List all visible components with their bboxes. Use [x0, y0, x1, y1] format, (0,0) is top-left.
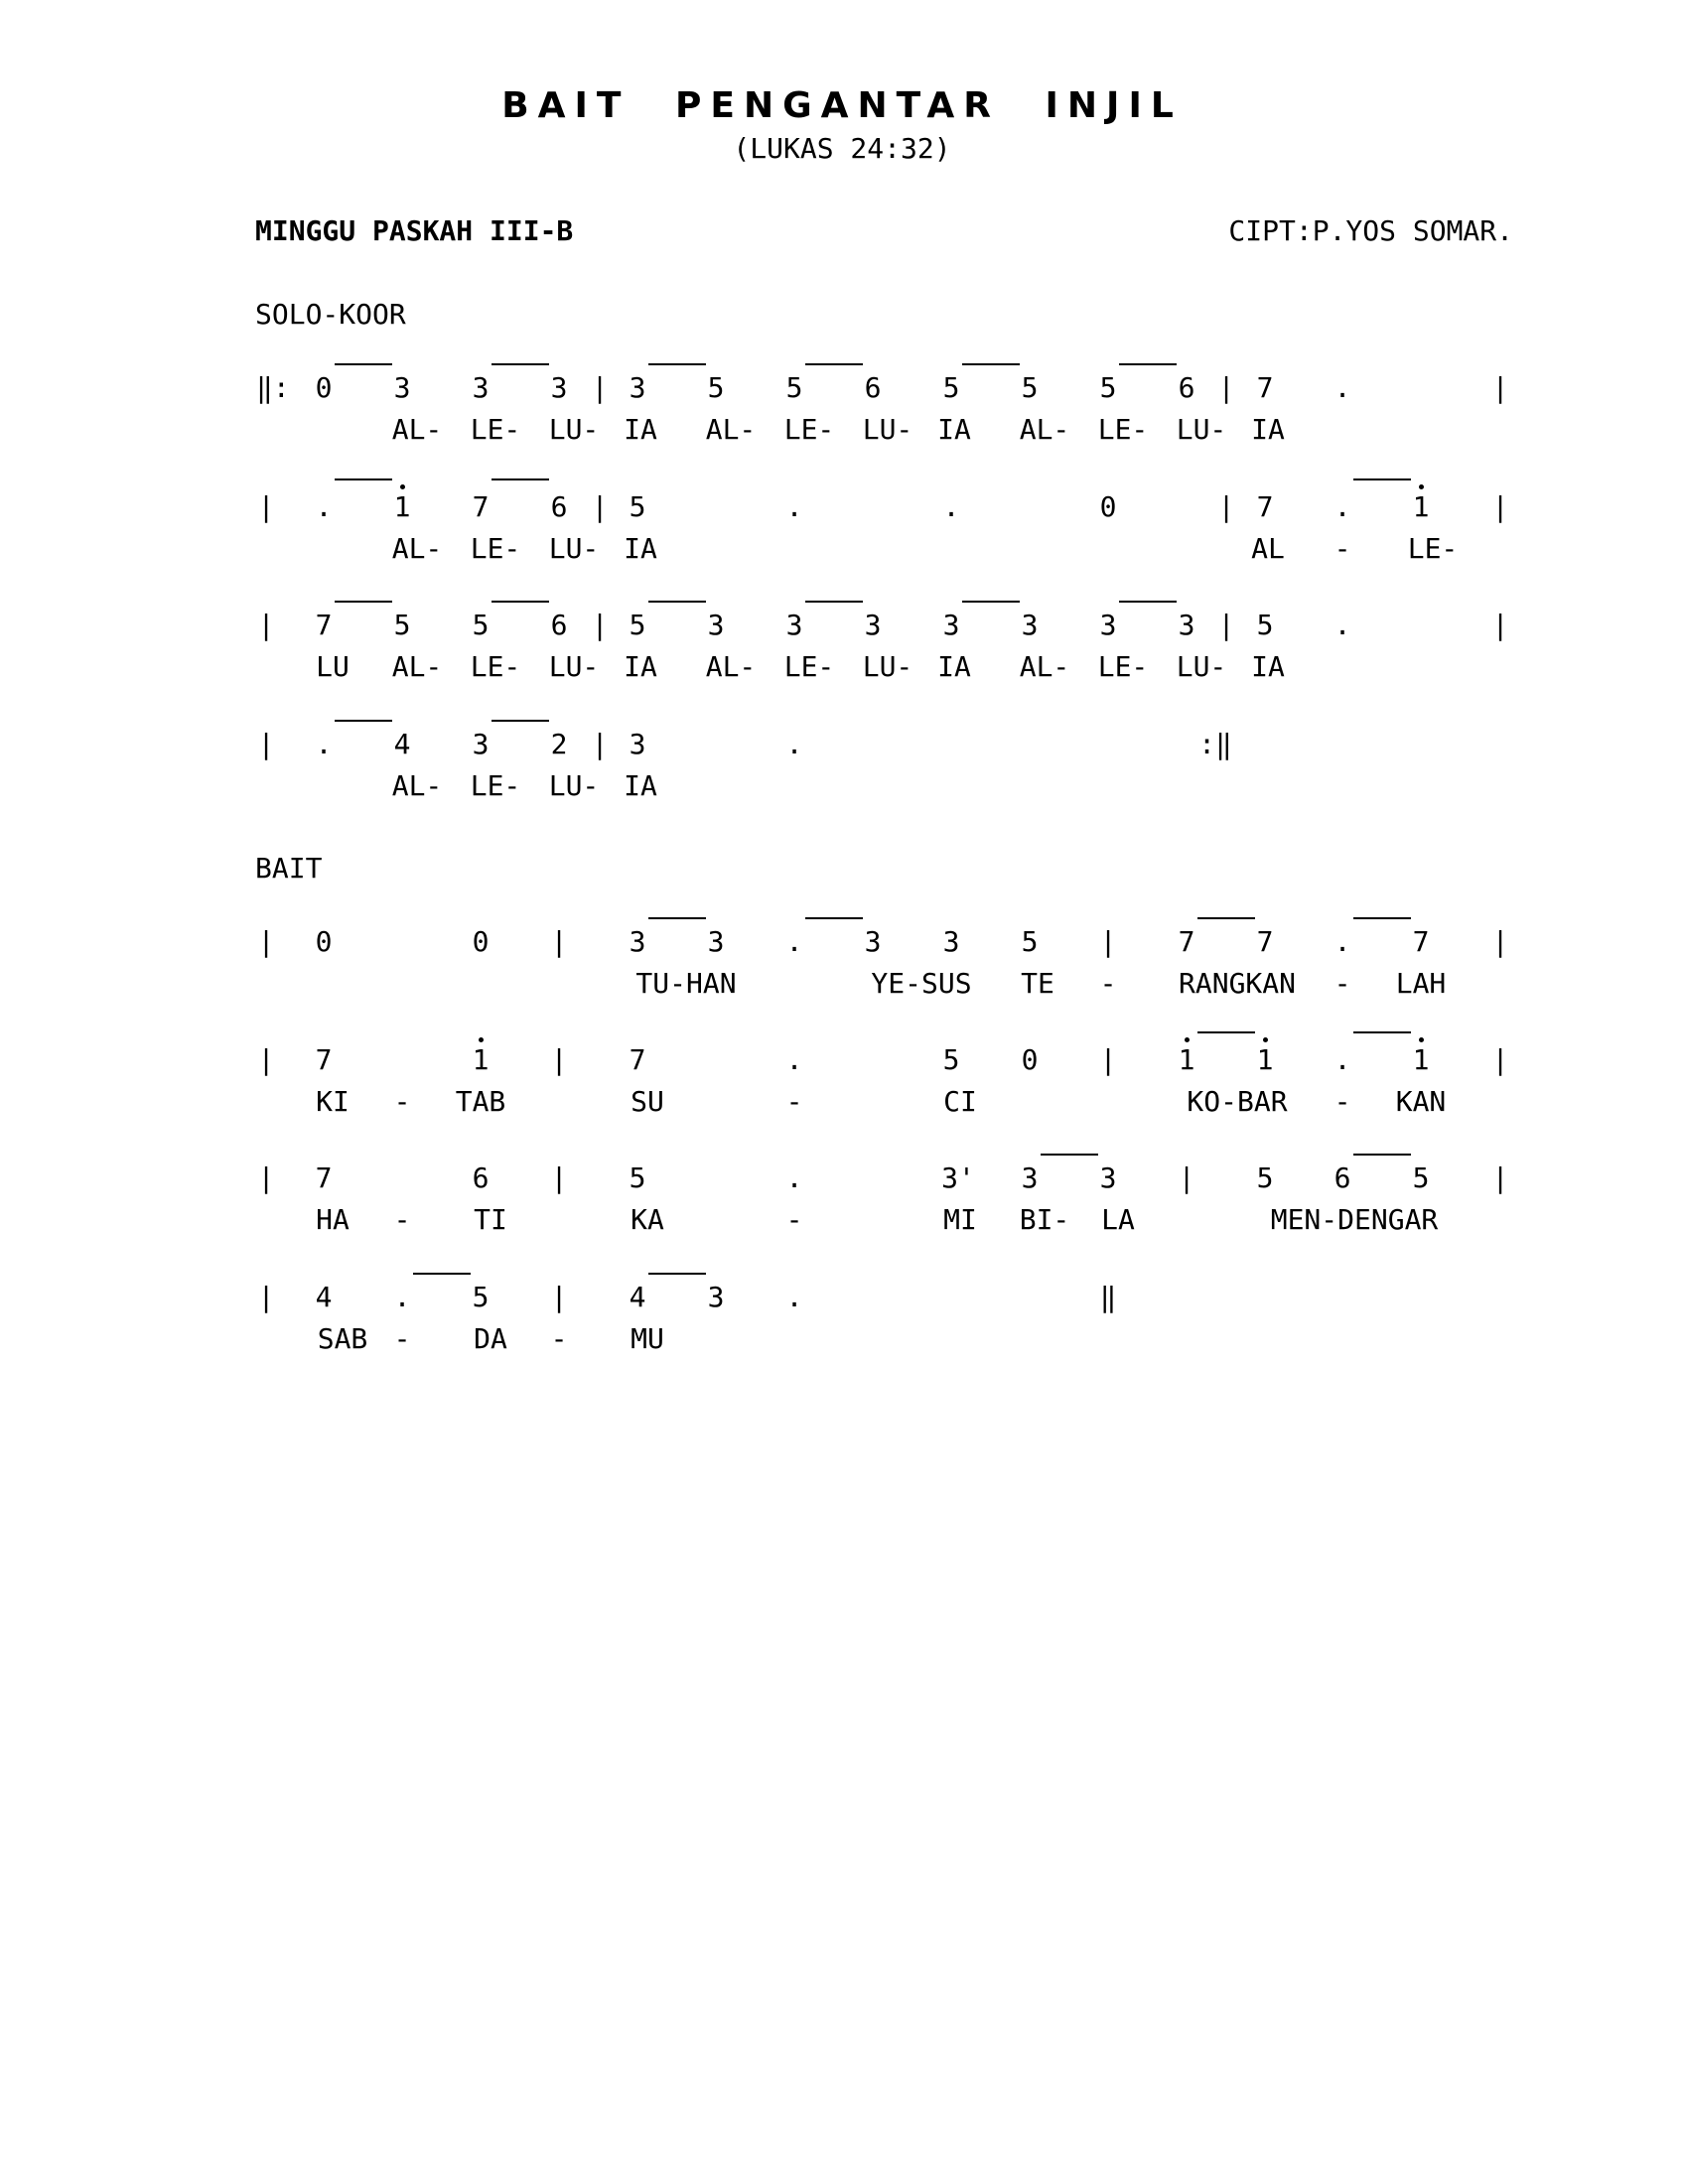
note: 0 — [315, 925, 333, 958]
note: 0 — [315, 371, 333, 404]
beam — [648, 1273, 706, 1275]
bar-line: | — [550, 1161, 568, 1194]
lyric-syllable: DA — [474, 1322, 507, 1355]
bar-line: | — [550, 925, 568, 958]
note: 3 — [1021, 609, 1039, 641]
note: 5 — [1099, 371, 1117, 404]
note: 3 — [472, 371, 490, 404]
note: 7 — [315, 609, 333, 641]
note: 3 — [629, 371, 646, 404]
lyric-syllable: LE- — [470, 413, 521, 446]
lyric-syllable: LE- — [470, 769, 521, 802]
lyric-syllable: AL- — [705, 650, 757, 683]
refrain-section-label: SOLO-KOOR — [255, 298, 406, 331]
lyric-syllable: LE- — [1097, 413, 1149, 446]
note: . — [785, 1161, 803, 1194]
octave-dot — [1263, 1037, 1268, 1042]
lyric-syllable: RANGKAN — [1178, 967, 1297, 1000]
note: 3 — [550, 371, 568, 404]
lyric-row — [0, 1322, 1684, 1356]
note: . — [942, 490, 960, 523]
lyric-syllable: - — [393, 1085, 411, 1118]
lyric-syllable: IA — [624, 532, 657, 565]
beam — [1353, 917, 1411, 919]
note: 3 — [942, 925, 960, 958]
bar-line: | — [257, 1281, 275, 1313]
lyric-syllable: LU- — [548, 650, 600, 683]
lyric-syllable: - — [393, 1203, 411, 1236]
note: 5 — [1021, 371, 1039, 404]
lyric-syllable: AL- — [391, 413, 443, 446]
note-row — [0, 925, 1684, 959]
lyric-syllable: LU- — [862, 650, 913, 683]
note: 3 — [1099, 609, 1117, 641]
bar-line: | — [1491, 1043, 1509, 1076]
bar-line: | — [1178, 1161, 1195, 1194]
lyric-syllable: AL- — [705, 413, 757, 446]
lyric-syllable: KAN — [1395, 1085, 1447, 1118]
lyric-syllable: TAB — [455, 1085, 506, 1118]
note: 4 — [629, 1281, 646, 1313]
note: 5 — [472, 609, 490, 641]
note: 7 — [1256, 925, 1274, 958]
note: 0 — [1021, 1043, 1039, 1076]
lyric-syllable: TE — [1021, 967, 1054, 1000]
lyric-syllable: BI- — [1019, 1203, 1070, 1236]
beam — [413, 1273, 471, 1275]
lyric-syllable: - — [1333, 1085, 1351, 1118]
beam — [1353, 1031, 1411, 1033]
beam — [648, 917, 706, 919]
bar-line: | — [1217, 371, 1235, 404]
lyric-syllable: MEN-DENGAR — [1270, 1203, 1439, 1236]
note-row — [0, 728, 1684, 761]
lyric-syllable: LA — [1101, 1203, 1135, 1236]
octave-dot — [1419, 484, 1424, 489]
beam — [1197, 1031, 1255, 1033]
note: 7 — [1412, 925, 1430, 958]
note-row — [0, 1043, 1684, 1077]
page-title: BAIT PENGANTAR INJIL — [501, 85, 1183, 126]
note: 5 — [629, 609, 646, 641]
note: 6 — [864, 371, 882, 404]
note-row — [0, 1281, 1684, 1314]
lyric-syllable: TI — [474, 1203, 507, 1236]
bar-line: | — [550, 1043, 568, 1076]
beam — [648, 601, 706, 603]
note: 7 — [472, 490, 490, 523]
note: 3 — [472, 728, 490, 760]
lyric-syllable: SU — [631, 1085, 664, 1118]
note: 5 — [1256, 1161, 1274, 1194]
note: 3 — [1178, 609, 1195, 641]
beam — [805, 917, 863, 919]
lyric-syllable: - — [550, 1322, 568, 1355]
repeat-start-sign: ‖: — [256, 371, 290, 404]
lyric-syllable: CI — [943, 1085, 977, 1118]
note-high: 1 — [1178, 1043, 1195, 1076]
beam — [335, 601, 392, 603]
lyric-syllable: KO-BAR — [1187, 1085, 1288, 1118]
bar-line: | — [1491, 371, 1509, 404]
beam — [1353, 1154, 1411, 1156]
lyric-syllable: LE- — [1097, 650, 1149, 683]
beam — [491, 720, 549, 722]
note: . — [1333, 371, 1351, 404]
note: 3 — [864, 925, 882, 958]
lyric-row — [0, 413, 1684, 447]
note-high: 1 — [1256, 1043, 1274, 1076]
verse-section-label: BAIT — [255, 852, 323, 885]
note-row — [0, 609, 1684, 642]
note: 7 — [315, 1043, 333, 1076]
bar-line: | — [257, 490, 275, 523]
scripture-reference: (LUKAS 24:32) — [733, 132, 951, 165]
lyric-syllable: AL- — [391, 532, 443, 565]
lyric-syllable: MI — [943, 1203, 977, 1236]
beam — [1041, 1154, 1098, 1156]
beam — [491, 363, 549, 365]
note-row — [0, 490, 1684, 524]
note: 7 — [1178, 925, 1195, 958]
bar-line: | — [591, 490, 609, 523]
lyric-syllable: LE- — [783, 413, 835, 446]
note: 5 — [1256, 609, 1274, 641]
lyric-syllable: AL- — [391, 650, 443, 683]
lyric-row — [0, 532, 1684, 566]
note: 4 — [393, 728, 411, 760]
lyric-syllable: LE- — [783, 650, 835, 683]
lyric-syllable: LAH — [1395, 967, 1447, 1000]
note: 3 — [1099, 1161, 1117, 1194]
bar-line: | — [257, 728, 275, 760]
note-row — [0, 371, 1684, 405]
lyric-syllable: MU — [631, 1322, 664, 1355]
lyric-syllable: IA — [624, 650, 657, 683]
bar-line: | — [1217, 490, 1235, 523]
lyric-row — [0, 769, 1684, 803]
note: 3 — [707, 925, 725, 958]
lyric-syllable: LU- — [548, 532, 600, 565]
bar-line: | — [1217, 609, 1235, 641]
beam — [648, 363, 706, 365]
beam — [1119, 601, 1177, 603]
lyric-syllable: LU- — [548, 769, 600, 802]
beam — [335, 478, 392, 480]
note: 6 — [550, 490, 568, 523]
lyric-syllable: TU-HAN — [635, 967, 737, 1000]
note: 3 — [785, 609, 803, 641]
note: 3 — [707, 1281, 725, 1313]
refrain-line-4 — [0, 728, 1684, 867]
lyric-syllable: AL- — [391, 769, 443, 802]
composer-credit: CIPT:P.YOS SOMAR. — [1228, 214, 1513, 247]
note: . — [1333, 1043, 1351, 1076]
beam — [962, 363, 1020, 365]
note-high: 1 — [1412, 1043, 1430, 1076]
note: 5 — [942, 371, 960, 404]
lyric-syllable: LU- — [862, 413, 913, 446]
beam — [805, 601, 863, 603]
beam — [491, 478, 549, 480]
note: 3 — [864, 609, 882, 641]
lyric-syllable: IA — [624, 769, 657, 802]
lyric-syllable: LU- — [1176, 413, 1227, 446]
final-bar-line: ‖ — [1099, 1281, 1117, 1313]
note: 7 — [1256, 490, 1274, 523]
lyric-syllable: - — [785, 1085, 803, 1118]
refrain-line-3 — [0, 609, 1684, 748]
note: 6 — [550, 609, 568, 641]
note: . — [1333, 925, 1351, 958]
lyric-syllable: - — [1099, 967, 1117, 1000]
note: . — [785, 728, 803, 760]
note-row — [0, 1161, 1684, 1195]
note: . — [393, 1281, 411, 1313]
note: 7 — [1256, 371, 1274, 404]
note-high: 1 — [1412, 490, 1430, 523]
beam — [335, 363, 392, 365]
note: 5 — [1412, 1161, 1430, 1194]
bar-line: | — [257, 1043, 275, 1076]
note: 6 — [1333, 1161, 1351, 1194]
note: 5 — [393, 609, 411, 641]
lyric-syllable: KA — [631, 1203, 664, 1236]
beam — [491, 601, 549, 603]
lyric-syllable: KI — [316, 1085, 350, 1118]
note: 3 — [942, 609, 960, 641]
note: 2 — [550, 728, 568, 760]
note: 5 — [942, 1043, 960, 1076]
note: 3 — [629, 925, 646, 958]
note: 5 — [785, 371, 803, 404]
octave-dot — [479, 1037, 484, 1042]
liturgical-occasion: MINGGU PASKAH III-B — [255, 214, 574, 247]
bar-line: | — [1099, 1043, 1117, 1076]
note: 5 — [629, 1161, 646, 1194]
lyric-syllable: AL- — [1019, 413, 1070, 446]
octave-dot — [1419, 1037, 1424, 1042]
lyric-syllable: LE- — [470, 650, 521, 683]
note: . — [1333, 609, 1351, 641]
beam — [962, 601, 1020, 603]
lyric-syllable: - — [393, 1322, 411, 1355]
bar-line: | — [257, 925, 275, 958]
lyric-syllable: HA — [316, 1203, 350, 1236]
bar-line: | — [591, 371, 609, 404]
note: 5 — [1021, 925, 1039, 958]
note: . — [315, 490, 333, 523]
lyric-syllable: AL- — [1019, 650, 1070, 683]
verse-line-3 — [0, 1161, 1684, 1300]
note: 3 — [629, 728, 646, 760]
lyric-syllable: LU- — [1176, 650, 1227, 683]
bar-line: | — [1491, 609, 1509, 641]
lyric-syllable: - — [1333, 967, 1351, 1000]
note: . — [315, 728, 333, 760]
lyric-row — [0, 1203, 1684, 1237]
bar-line: | — [550, 1281, 568, 1313]
bar-line: | — [1491, 1161, 1509, 1194]
note: 6 — [472, 1161, 490, 1194]
lyric-syllable: IA — [624, 413, 657, 446]
lyric-row — [0, 650, 1684, 684]
lyric-syllable: SAB — [317, 1322, 368, 1355]
note: 3 — [1021, 1161, 1039, 1194]
bar-line: | — [257, 1161, 275, 1194]
beam — [335, 720, 392, 722]
note: 6 — [1178, 371, 1195, 404]
lyric-syllable: AL — [1251, 532, 1285, 565]
bar-line: | — [591, 609, 609, 641]
note: . — [785, 1281, 803, 1313]
bar-line: | — [591, 728, 609, 760]
lyric-syllable: IA — [937, 413, 971, 446]
note: . — [785, 925, 803, 958]
note: . — [785, 1043, 803, 1076]
repeat-end-sign: :‖ — [1198, 728, 1232, 760]
beam — [1353, 478, 1411, 480]
lyric-row — [0, 1085, 1684, 1119]
lyric-syllable: - — [785, 1203, 803, 1236]
note-high: 1 — [393, 490, 411, 523]
note: 3 — [393, 371, 411, 404]
octave-dot — [400, 484, 405, 489]
lyric-row — [0, 967, 1684, 1001]
lyric-syllable: IA — [937, 650, 971, 683]
beam — [805, 363, 863, 365]
lyric-syllable: IA — [1251, 413, 1285, 446]
lyric-syllable: LE- — [1407, 532, 1459, 565]
note: 7 — [315, 1161, 333, 1194]
lyric-syllable: LU — [316, 650, 350, 683]
lyric-syllable: LE- — [470, 532, 521, 565]
note: 3' — [941, 1161, 975, 1194]
lyric-syllable: LU- — [548, 413, 600, 446]
beam — [1197, 917, 1255, 919]
note: 0 — [1099, 490, 1117, 523]
note: 7 — [629, 1043, 646, 1076]
lyric-syllable: YE-SUS — [871, 967, 972, 1000]
lyric-syllable: IA — [1251, 650, 1285, 683]
note: 4 — [315, 1281, 333, 1313]
bar-line: | — [1491, 490, 1509, 523]
bar-line: | — [1491, 925, 1509, 958]
note: 5 — [707, 371, 725, 404]
note: 0 — [472, 925, 490, 958]
note: . — [1333, 490, 1351, 523]
note-high: 1 — [472, 1043, 490, 1076]
bar-line: | — [257, 609, 275, 641]
lyric-syllable: - — [1333, 532, 1351, 565]
note: . — [785, 490, 803, 523]
bar-line: | — [1099, 925, 1117, 958]
beam — [1119, 363, 1177, 365]
note: 5 — [629, 490, 646, 523]
note: 3 — [707, 609, 725, 641]
verse-line-4 — [0, 1281, 1684, 1420]
refrain-line-1 — [0, 371, 1684, 510]
note: 5 — [472, 1281, 490, 1313]
octave-dot — [1185, 1037, 1190, 1042]
